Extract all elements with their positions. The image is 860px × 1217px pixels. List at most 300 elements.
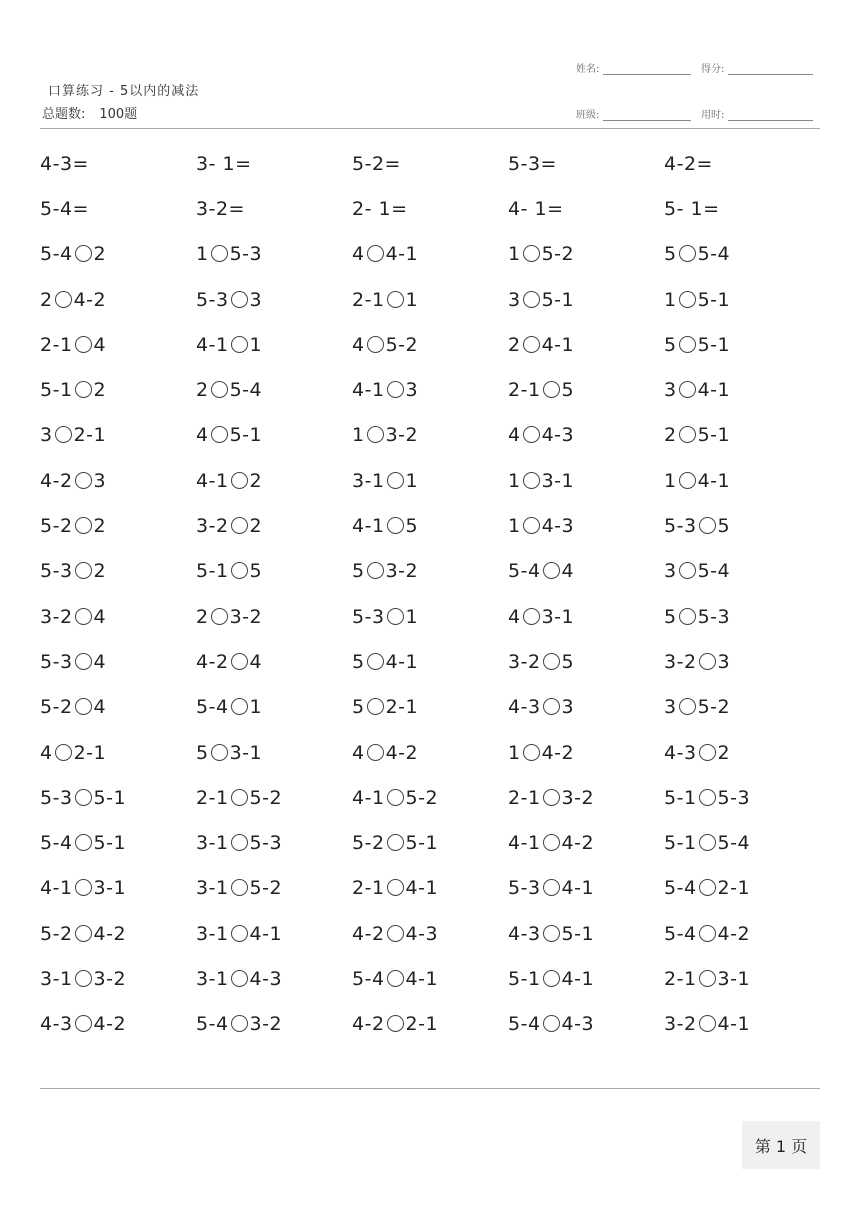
problem-text: 5-4	[664, 877, 697, 900]
problem-text: 4-3	[40, 1013, 73, 1036]
problem-item	[40, 243, 196, 265]
total-count	[42, 103, 137, 122]
compare-circle[interactable]	[75, 789, 92, 806]
problem-text: 1	[664, 469, 677, 492]
compare-circle[interactable]	[679, 291, 696, 308]
problem-item	[664, 470, 820, 492]
problem-item	[664, 968, 820, 990]
problem-item	[508, 334, 664, 356]
problem-text: 5-3	[352, 605, 385, 628]
compare-circle[interactable]	[679, 698, 696, 715]
problem-text: 2-1	[385, 696, 419, 719]
compare-circle[interactable]	[699, 789, 716, 806]
problem-text: 1	[249, 333, 263, 356]
compare-circle[interactable]	[679, 562, 696, 579]
class-line[interactable]	[603, 108, 691, 121]
problem-text: 5-1	[405, 832, 439, 855]
compare-circle[interactable]	[75, 970, 92, 987]
problem-item	[40, 470, 196, 492]
name-label: 姓名:	[576, 64, 600, 75]
problem-text: 1	[508, 741, 521, 764]
compare-circle[interactable]	[699, 653, 716, 670]
compare-circle[interactable]	[231, 698, 248, 715]
problem-item	[508, 243, 664, 265]
problem-text: 5-1	[40, 379, 73, 402]
problem-text: 3	[249, 288, 263, 311]
problem-row	[40, 956, 820, 1001]
problem-text: 1	[405, 605, 419, 628]
compare-circle[interactable]	[387, 1015, 404, 1032]
compare-circle[interactable]	[231, 562, 248, 579]
problem-text: 4-1	[541, 333, 575, 356]
compare-circle[interactable]	[679, 608, 696, 625]
problem-text: 5-1	[664, 832, 697, 855]
problem-item	[196, 289, 352, 311]
compare-circle[interactable]	[367, 744, 384, 761]
problem-item	[508, 742, 664, 764]
problem-item	[196, 651, 352, 673]
problem-row	[40, 775, 820, 820]
problem-text: 5	[352, 560, 365, 583]
compare-circle[interactable]	[679, 426, 696, 443]
header-divider	[40, 128, 820, 129]
problem-item	[40, 153, 196, 175]
problem-text: 5-4	[196, 696, 229, 719]
compare-circle[interactable]	[75, 925, 92, 942]
problem-item	[196, 424, 352, 446]
problem-text: 3-2	[561, 786, 595, 809]
problem-text: 3	[40, 424, 53, 447]
problem-item	[40, 787, 196, 809]
problem-text: 2	[93, 243, 107, 266]
problem-text: 5-1	[697, 288, 731, 311]
problem-text: 4-1	[508, 832, 541, 855]
compare-circle[interactable]	[543, 1015, 560, 1032]
compare-circle[interactable]	[75, 879, 92, 896]
problem-item	[352, 1013, 508, 1035]
compare-circle[interactable]	[543, 834, 560, 851]
problem-text: 4	[352, 333, 365, 356]
problem-row	[40, 413, 820, 458]
problem-item	[40, 606, 196, 628]
compare-circle[interactable]	[387, 472, 404, 489]
problem-text: 2-1	[664, 967, 697, 990]
problem-text: 5	[352, 696, 365, 719]
compare-circle[interactable]	[367, 336, 384, 353]
compare-circle[interactable]	[75, 517, 92, 534]
problem-item	[508, 877, 664, 899]
problem-text: 3-2	[508, 650, 541, 673]
compare-circle[interactable]	[543, 562, 560, 579]
compare-circle[interactable]	[699, 517, 716, 534]
problem-text: 2	[93, 560, 107, 583]
problem-text: 4-2	[40, 469, 73, 492]
problem-text: 1	[352, 424, 365, 447]
problem-item	[352, 424, 508, 446]
problem-item	[508, 560, 664, 582]
compare-circle[interactable]	[543, 970, 560, 987]
problem-text: 2-1	[196, 786, 229, 809]
compare-circle[interactable]	[387, 517, 404, 534]
problem-text: 5-2	[385, 333, 419, 356]
problem-text: 5	[561, 650, 575, 673]
problem-item	[352, 787, 508, 809]
compare-circle[interactable]	[679, 472, 696, 489]
compare-circle[interactable]	[75, 472, 92, 489]
problem-text: 5-3	[40, 560, 73, 583]
problem-item	[196, 923, 352, 945]
problem-text: 5-4	[196, 1013, 229, 1036]
compare-circle[interactable]	[699, 744, 716, 761]
problem-text: 3-1	[541, 469, 575, 492]
problem-text: 4-1	[405, 877, 439, 900]
compare-circle[interactable]	[543, 653, 560, 670]
problem-item	[352, 515, 508, 537]
problem-text: 1	[664, 288, 677, 311]
problem-text: 4-2	[561, 832, 595, 855]
problem-text: 2	[196, 379, 209, 402]
problem-text: 3-2	[385, 560, 419, 583]
compare-circle[interactable]	[387, 925, 404, 942]
problem-text: 3	[717, 650, 731, 673]
problem-item	[196, 696, 352, 718]
compare-circle[interactable]	[543, 789, 560, 806]
problem-item	[664, 606, 820, 628]
problem-text: 5-1	[93, 832, 127, 855]
problem-text: 5-2=	[352, 152, 401, 175]
problem-text: 3-1	[229, 741, 263, 764]
compare-circle[interactable]	[211, 245, 228, 262]
compare-circle[interactable]	[387, 291, 404, 308]
problem-text: 5-3	[40, 786, 73, 809]
compare-circle[interactable]	[523, 426, 540, 443]
problem-text: 4-1	[561, 877, 595, 900]
compare-circle[interactable]	[231, 336, 248, 353]
total-value: 100题	[99, 107, 138, 122]
problem-text: 4-1	[196, 469, 229, 492]
problem-item	[508, 289, 664, 311]
problem-text: 4- 1=	[508, 197, 564, 220]
problem-row	[40, 639, 820, 684]
problem-item	[352, 832, 508, 854]
problem-text: 5-3	[40, 650, 73, 673]
compare-circle[interactable]	[231, 653, 248, 670]
compare-circle[interactable]	[699, 879, 716, 896]
compare-circle[interactable]	[55, 744, 72, 761]
problem-text: 2-1	[405, 1013, 439, 1036]
problem-item	[508, 651, 664, 673]
problem-row	[40, 186, 820, 231]
problem-item	[664, 243, 820, 265]
problem-text: 2-1	[508, 786, 541, 809]
problem-text: 3-2	[93, 967, 127, 990]
problem-item	[40, 1013, 196, 1035]
problem-item	[664, 289, 820, 311]
compare-circle[interactable]	[367, 653, 384, 670]
problem-item	[508, 470, 664, 492]
compare-circle[interactable]	[523, 517, 540, 534]
problem-text: 5-1	[508, 967, 541, 990]
compare-circle[interactable]	[543, 879, 560, 896]
compare-circle[interactable]	[387, 970, 404, 987]
problem-item	[196, 198, 352, 220]
problem-row	[40, 503, 820, 548]
problem-text: 2-1	[40, 333, 73, 356]
problem-item	[40, 289, 196, 311]
problem-text: 5-2	[40, 515, 73, 538]
compare-circle[interactable]	[75, 698, 92, 715]
problem-text: 5-1	[561, 922, 595, 945]
problem-item	[40, 515, 196, 537]
problem-row	[40, 367, 820, 412]
compare-circle[interactable]	[75, 1015, 92, 1032]
class-field	[576, 106, 691, 121]
problem-item	[196, 334, 352, 356]
problem-text: 3-1	[196, 922, 229, 945]
compare-circle[interactable]	[75, 562, 92, 579]
problem-text: 2	[249, 469, 263, 492]
problem-item	[352, 560, 508, 582]
problem-item	[196, 742, 352, 764]
footer-divider	[40, 1088, 820, 1089]
compare-circle[interactable]	[367, 698, 384, 715]
problem-text: 5-4	[40, 243, 73, 266]
problem-text: 4	[508, 424, 521, 447]
compare-circle[interactable]	[367, 245, 384, 262]
time-line[interactable]	[728, 108, 813, 121]
compare-circle[interactable]	[231, 1015, 248, 1032]
time-field	[701, 106, 813, 121]
compare-circle[interactable]	[543, 381, 560, 398]
problem-text: 4-1	[40, 877, 73, 900]
compare-circle[interactable]	[231, 834, 248, 851]
compare-circle[interactable]	[523, 472, 540, 489]
problem-row	[40, 911, 820, 956]
problem-item	[664, 198, 820, 220]
problem-text: 5	[196, 741, 209, 764]
compare-circle[interactable]	[367, 562, 384, 579]
score-line[interactable]	[728, 62, 813, 75]
problem-text: 1	[405, 288, 419, 311]
problem-item	[352, 289, 508, 311]
problem-item	[664, 560, 820, 582]
problem-text: 3-2	[229, 605, 263, 628]
class-label: 班级:	[576, 110, 600, 121]
problem-text: 4-1	[249, 922, 283, 945]
problem-text: 4-1	[697, 469, 731, 492]
problem-text: 5	[664, 243, 677, 266]
problem-text: 5-2	[697, 696, 731, 719]
problem-item	[352, 877, 508, 899]
problem-text: 2-1	[352, 877, 385, 900]
compare-circle[interactable]	[231, 472, 248, 489]
compare-circle[interactable]	[679, 336, 696, 353]
problem-text: 4-2	[93, 922, 127, 945]
problem-item	[508, 515, 664, 537]
compare-circle[interactable]	[75, 834, 92, 851]
problem-item	[508, 923, 664, 945]
problem-item	[196, 968, 352, 990]
compare-circle[interactable]	[387, 608, 404, 625]
problem-text: 5-3	[697, 605, 731, 628]
compare-circle[interactable]	[367, 426, 384, 443]
problem-item	[664, 1013, 820, 1035]
problem-text: 4	[561, 560, 575, 583]
compare-circle[interactable]	[699, 834, 716, 851]
problem-item	[352, 651, 508, 673]
problem-text: 5-4	[697, 243, 731, 266]
problem-text: 5	[717, 515, 731, 538]
compare-circle[interactable]	[75, 245, 92, 262]
problem-text: 3-2	[385, 424, 419, 447]
compare-circle[interactable]	[543, 698, 560, 715]
problem-item	[664, 515, 820, 537]
compare-circle[interactable]	[55, 426, 72, 443]
compare-circle[interactable]	[231, 291, 248, 308]
problem-item	[508, 832, 664, 854]
problem-text: 3-1	[717, 967, 751, 990]
problem-text: 5-4	[40, 832, 73, 855]
problem-text: 5	[352, 650, 365, 673]
problem-text: 1	[508, 243, 521, 266]
problem-row	[40, 277, 820, 322]
problem-text: 4-2	[717, 922, 751, 945]
problem-text: 4	[249, 650, 263, 673]
problem-item	[40, 424, 196, 446]
problem-text: 3-2	[196, 515, 229, 538]
compare-circle[interactable]	[231, 970, 248, 987]
compare-circle[interactable]	[543, 925, 560, 942]
problem-text: 3-1	[40, 967, 73, 990]
problem-text: 2-1	[508, 379, 541, 402]
name-field	[576, 60, 691, 75]
problem-text: 5-3	[664, 515, 697, 538]
compare-circle[interactable]	[523, 245, 540, 262]
compare-circle[interactable]	[75, 653, 92, 670]
worksheet-title: 口算练习 - 5以内的减法	[48, 84, 200, 99]
problem-text: 5-2	[541, 243, 575, 266]
problem-item	[352, 334, 508, 356]
problem-item	[352, 379, 508, 401]
problem-text: 4-1	[352, 515, 385, 538]
compare-circle[interactable]	[231, 517, 248, 534]
problem-text: 4	[93, 696, 107, 719]
problem-text: 5-3	[249, 832, 283, 855]
compare-circle[interactable]	[387, 879, 404, 896]
problem-text: 4-3	[664, 741, 697, 764]
problem-item	[664, 334, 820, 356]
problem-item	[508, 1013, 664, 1035]
problem-item	[40, 968, 196, 990]
problem-text: 5-4	[508, 560, 541, 583]
problem-text: 4	[352, 741, 365, 764]
problem-text: 3	[508, 288, 521, 311]
compare-circle[interactable]	[211, 744, 228, 761]
compare-circle[interactable]	[75, 608, 92, 625]
problem-text: 2	[717, 741, 731, 764]
problem-text: 4-2	[541, 741, 575, 764]
problem-item	[196, 153, 352, 175]
problem-text: 4-3=	[40, 152, 89, 175]
problem-item	[352, 470, 508, 492]
problem-item	[664, 832, 820, 854]
compare-circle[interactable]	[699, 970, 716, 987]
problem-text: 5-2	[40, 696, 73, 719]
problem-text: 4-1	[717, 1013, 751, 1036]
problem-text: 5-1	[664, 786, 697, 809]
name-line[interactable]	[603, 62, 691, 75]
problem-item	[664, 424, 820, 446]
compare-circle[interactable]	[523, 608, 540, 625]
problem-row	[40, 820, 820, 865]
compare-circle[interactable]	[55, 291, 72, 308]
problem-text: 4-3	[541, 424, 575, 447]
problem-item	[352, 923, 508, 945]
problem-text: 1	[508, 469, 521, 492]
problem-row	[40, 322, 820, 367]
problem-text: 4-3	[541, 515, 575, 538]
problem-item	[664, 651, 820, 673]
compare-circle[interactable]	[523, 291, 540, 308]
compare-circle[interactable]	[211, 381, 228, 398]
problem-text: 3-1	[196, 967, 229, 990]
problem-text: 5-4	[352, 967, 385, 990]
problem-item	[508, 968, 664, 990]
compare-circle[interactable]	[75, 336, 92, 353]
compare-circle[interactable]	[231, 879, 248, 896]
problem-item	[352, 198, 508, 220]
problem-item	[508, 787, 664, 809]
problem-item	[352, 606, 508, 628]
compare-circle[interactable]	[387, 381, 404, 398]
problem-text: 5-1	[229, 424, 263, 447]
compare-circle[interactable]	[679, 381, 696, 398]
problem-text: 4-2	[93, 1013, 127, 1036]
compare-circle[interactable]	[679, 245, 696, 262]
problem-text: 4-1	[352, 786, 385, 809]
problem-text: 1	[196, 243, 209, 266]
problem-item	[196, 379, 352, 401]
problem-text: 4-2	[352, 1013, 385, 1036]
problem-item	[664, 787, 820, 809]
problem-item	[664, 696, 820, 718]
problem-row	[40, 730, 820, 775]
problem-item	[196, 606, 352, 628]
problem-text: 4	[352, 243, 365, 266]
compare-circle[interactable]	[699, 1015, 716, 1032]
problem-item	[352, 742, 508, 764]
problem-text: 5-1	[196, 560, 229, 583]
problem-text: 4-3	[508, 696, 541, 719]
compare-circle[interactable]	[231, 789, 248, 806]
compare-circle[interactable]	[211, 608, 228, 625]
problem-text: 2-1	[73, 741, 107, 764]
problem-text: 5-2	[249, 877, 283, 900]
compare-circle[interactable]	[523, 744, 540, 761]
compare-circle[interactable]	[211, 426, 228, 443]
compare-circle[interactable]	[387, 789, 404, 806]
compare-circle[interactable]	[75, 381, 92, 398]
score-field	[701, 60, 813, 75]
problem-text: 3-1	[196, 877, 229, 900]
problem-item	[196, 560, 352, 582]
compare-circle[interactable]	[387, 834, 404, 851]
problem-text: 4	[196, 424, 209, 447]
compare-circle[interactable]	[231, 925, 248, 942]
compare-circle[interactable]	[699, 925, 716, 942]
problem-text: 5-3	[229, 243, 263, 266]
compare-circle[interactable]	[523, 336, 540, 353]
